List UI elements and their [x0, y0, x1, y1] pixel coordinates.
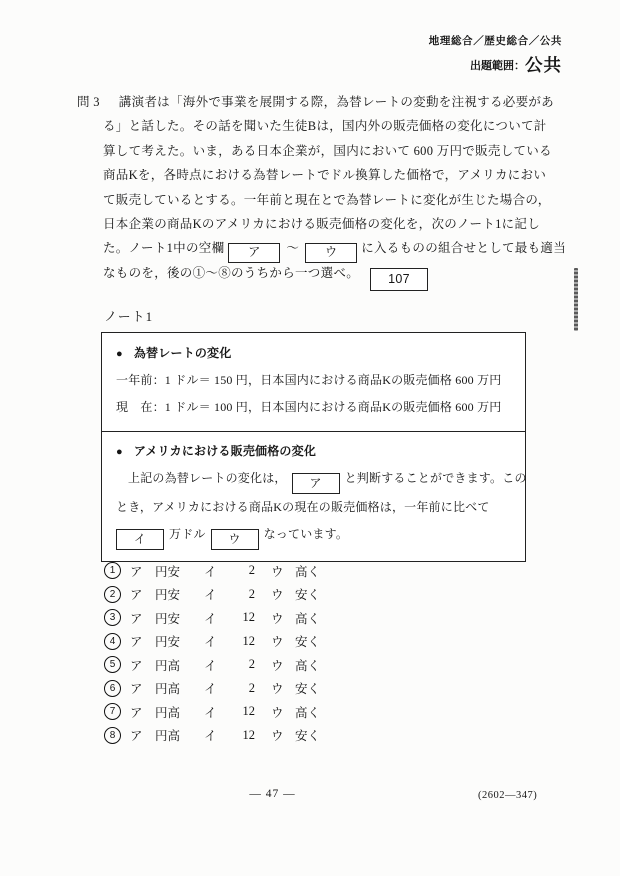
scope-label: 出題範囲： — [470, 60, 525, 72]
option-value-b: 12 — [242, 704, 255, 719]
option-value-c: 高く — [295, 611, 321, 626]
option-key-b: イ — [204, 611, 217, 626]
option-value-b: 2 — [248, 586, 255, 601]
option-key-a: ア — [130, 682, 143, 697]
option-value-a: 円高 — [155, 705, 181, 720]
option-value-c: 安く — [295, 635, 321, 650]
option-value-b: 12 — [242, 633, 255, 648]
option-value-a: 円高 — [155, 658, 181, 673]
note-text: 万ドル — [169, 527, 206, 541]
option-key-c: ウ — [271, 588, 284, 603]
question-text: なものを，後の①～⑧のうちから一つ選べ。 — [103, 265, 360, 280]
option-value-a: 円安 — [155, 564, 181, 579]
option-key-c: ウ — [271, 729, 284, 744]
option-row-4 — [104, 630, 320, 654]
question-line: 商品Kを，各時点における為替レートでドル換算した価格で，アメリカにおい — [103, 168, 547, 183]
question-line: て販売しているとする。一年前と現在とで為替レートに変化が生じた場合の， — [103, 192, 551, 207]
option-row-8 — [104, 724, 320, 748]
question-line — [103, 236, 620, 260]
note-section-us-price — [102, 431, 525, 561]
note-line-current: 現 在：1 ドル＝ 100 円，日本国内における商品Kの販売価格 600 万円 — [116, 400, 502, 414]
note-box — [101, 332, 526, 562]
option-key-a: ア — [130, 588, 143, 603]
blank-box-c: ウ — [211, 529, 259, 550]
question-text: 講演者は「海外で事業を展開する際，為替レートの変動を注視する必要があ — [118, 95, 554, 109]
question-line — [77, 90, 620, 114]
option-value-c: 安く — [295, 729, 321, 744]
blank-box-c: ウ — [305, 243, 357, 263]
page-header — [429, 33, 562, 77]
option-value-c: 安く — [295, 682, 321, 697]
option-value-a: 円高 — [155, 682, 181, 697]
option-key-b: イ — [204, 564, 217, 579]
tilde-separator: ～ — [286, 241, 300, 256]
option-number-badge: 5 — [104, 656, 121, 673]
note-line — [116, 465, 527, 494]
option-number-badge: 3 — [104, 609, 121, 626]
option-value-c: 高く — [295, 564, 321, 579]
answer-code-box: 107 — [370, 268, 428, 291]
option-row-7 — [104, 700, 320, 724]
question-line — [103, 261, 620, 285]
note-heading-line — [116, 341, 515, 367]
scope-value: 公共 — [525, 55, 562, 75]
blank-box-a: ア — [292, 473, 340, 494]
option-key-a: ア — [130, 611, 143, 626]
note-line: とき，アメリカにおける商品Kの現在の販売価格は，一年前に比べて — [116, 500, 490, 514]
option-value-c: 高く — [295, 705, 321, 720]
bullet-icon: ● — [116, 348, 123, 360]
option-number-badge: 6 — [104, 680, 121, 697]
question-text: に入るものの組合せとして最も適当 — [361, 241, 567, 256]
option-key-c: ウ — [271, 564, 284, 579]
option-key-a: ア — [130, 729, 143, 744]
option-number-badge: 7 — [104, 703, 121, 720]
blank-box-b: イ — [116, 529, 164, 550]
option-value-a: 円安 — [155, 588, 181, 603]
subject-title: 地理総合／歴史総合／公共 — [428, 35, 562, 47]
note-heading: アメリカにおける販売価格の変化 — [133, 444, 317, 458]
option-row-1 — [104, 559, 320, 583]
option-value-a: 円高 — [155, 729, 181, 744]
note-heading-line — [116, 439, 515, 465]
option-number-badge: 8 — [104, 727, 121, 744]
option-key-b: イ — [204, 658, 217, 673]
option-value-a: 円安 — [155, 635, 181, 650]
note-line-one-year-ago: 一年前：1 ドル＝ 150 円，日本国内における商品Kの販売価格 600 万円 — [116, 373, 502, 387]
option-key-b: イ — [204, 705, 217, 720]
option-key-c: ウ — [271, 658, 284, 673]
blank-box-a: ア — [228, 243, 280, 263]
option-value-b: 12 — [242, 727, 255, 742]
note-text: と判断することができます。この — [344, 471, 527, 485]
option-row-5 — [104, 653, 320, 677]
option-key-b: イ — [204, 635, 217, 650]
option-value-c: 高く — [295, 658, 321, 673]
question-line: 日本企業の商品Kのアメリカにおける販売価格の変化を，次のノート1に記し — [103, 216, 541, 231]
option-key-b: イ — [204, 682, 217, 697]
note-text: 上記の為替レートの変化は， — [128, 471, 287, 485]
option-key-c: ウ — [271, 635, 284, 650]
option-row-2 — [104, 583, 320, 607]
document-code: (2602—347) — [478, 790, 538, 801]
page-number: — 47 — — [249, 788, 296, 800]
bullet-icon: ● — [116, 446, 123, 458]
note-title: ノート1 — [104, 309, 154, 324]
option-key-a: ア — [130, 564, 143, 579]
option-key-c: ウ — [271, 682, 284, 697]
question-text: た。ノート1中の空欄 — [103, 241, 225, 256]
question-line: 算して考えた。いま，ある日本企業が，国内において 600 万円で販売している — [103, 143, 552, 158]
option-row-3 — [104, 606, 320, 630]
note-line — [116, 521, 515, 550]
option-value-a: 円安 — [155, 611, 181, 626]
note-text: なっています。 — [263, 527, 349, 541]
option-value-b: 2 — [248, 657, 255, 672]
option-key-c: ウ — [271, 705, 284, 720]
option-key-c: ウ — [271, 611, 284, 626]
option-number-badge: 2 — [104, 586, 121, 603]
option-key-a: ア — [130, 635, 143, 650]
option-value-b: 12 — [242, 610, 255, 625]
option-number-badge: 4 — [104, 633, 121, 650]
option-key-b: イ — [204, 588, 217, 603]
question-number: 問 3 — [77, 95, 100, 109]
note-heading: 為替レートの変化 — [133, 346, 232, 360]
answer-options-list — [104, 559, 320, 747]
question-paragraph — [0, 90, 620, 285]
option-key-a: ア — [130, 658, 143, 673]
option-key-a: ア — [130, 705, 143, 720]
option-value-b: 2 — [248, 680, 255, 695]
option-row-6 — [104, 677, 320, 701]
option-value-b: 2 — [248, 563, 255, 578]
option-number-badge: 1 — [104, 562, 121, 579]
option-value-c: 安く — [295, 588, 321, 603]
exam-scope — [429, 52, 562, 77]
question-line: る」と話した。その話を聞いた生徒Bは，国内外の販売価格の変化について計 — [103, 119, 547, 134]
option-key-b: イ — [204, 729, 217, 744]
note-section-exchange-rate — [102, 333, 525, 431]
